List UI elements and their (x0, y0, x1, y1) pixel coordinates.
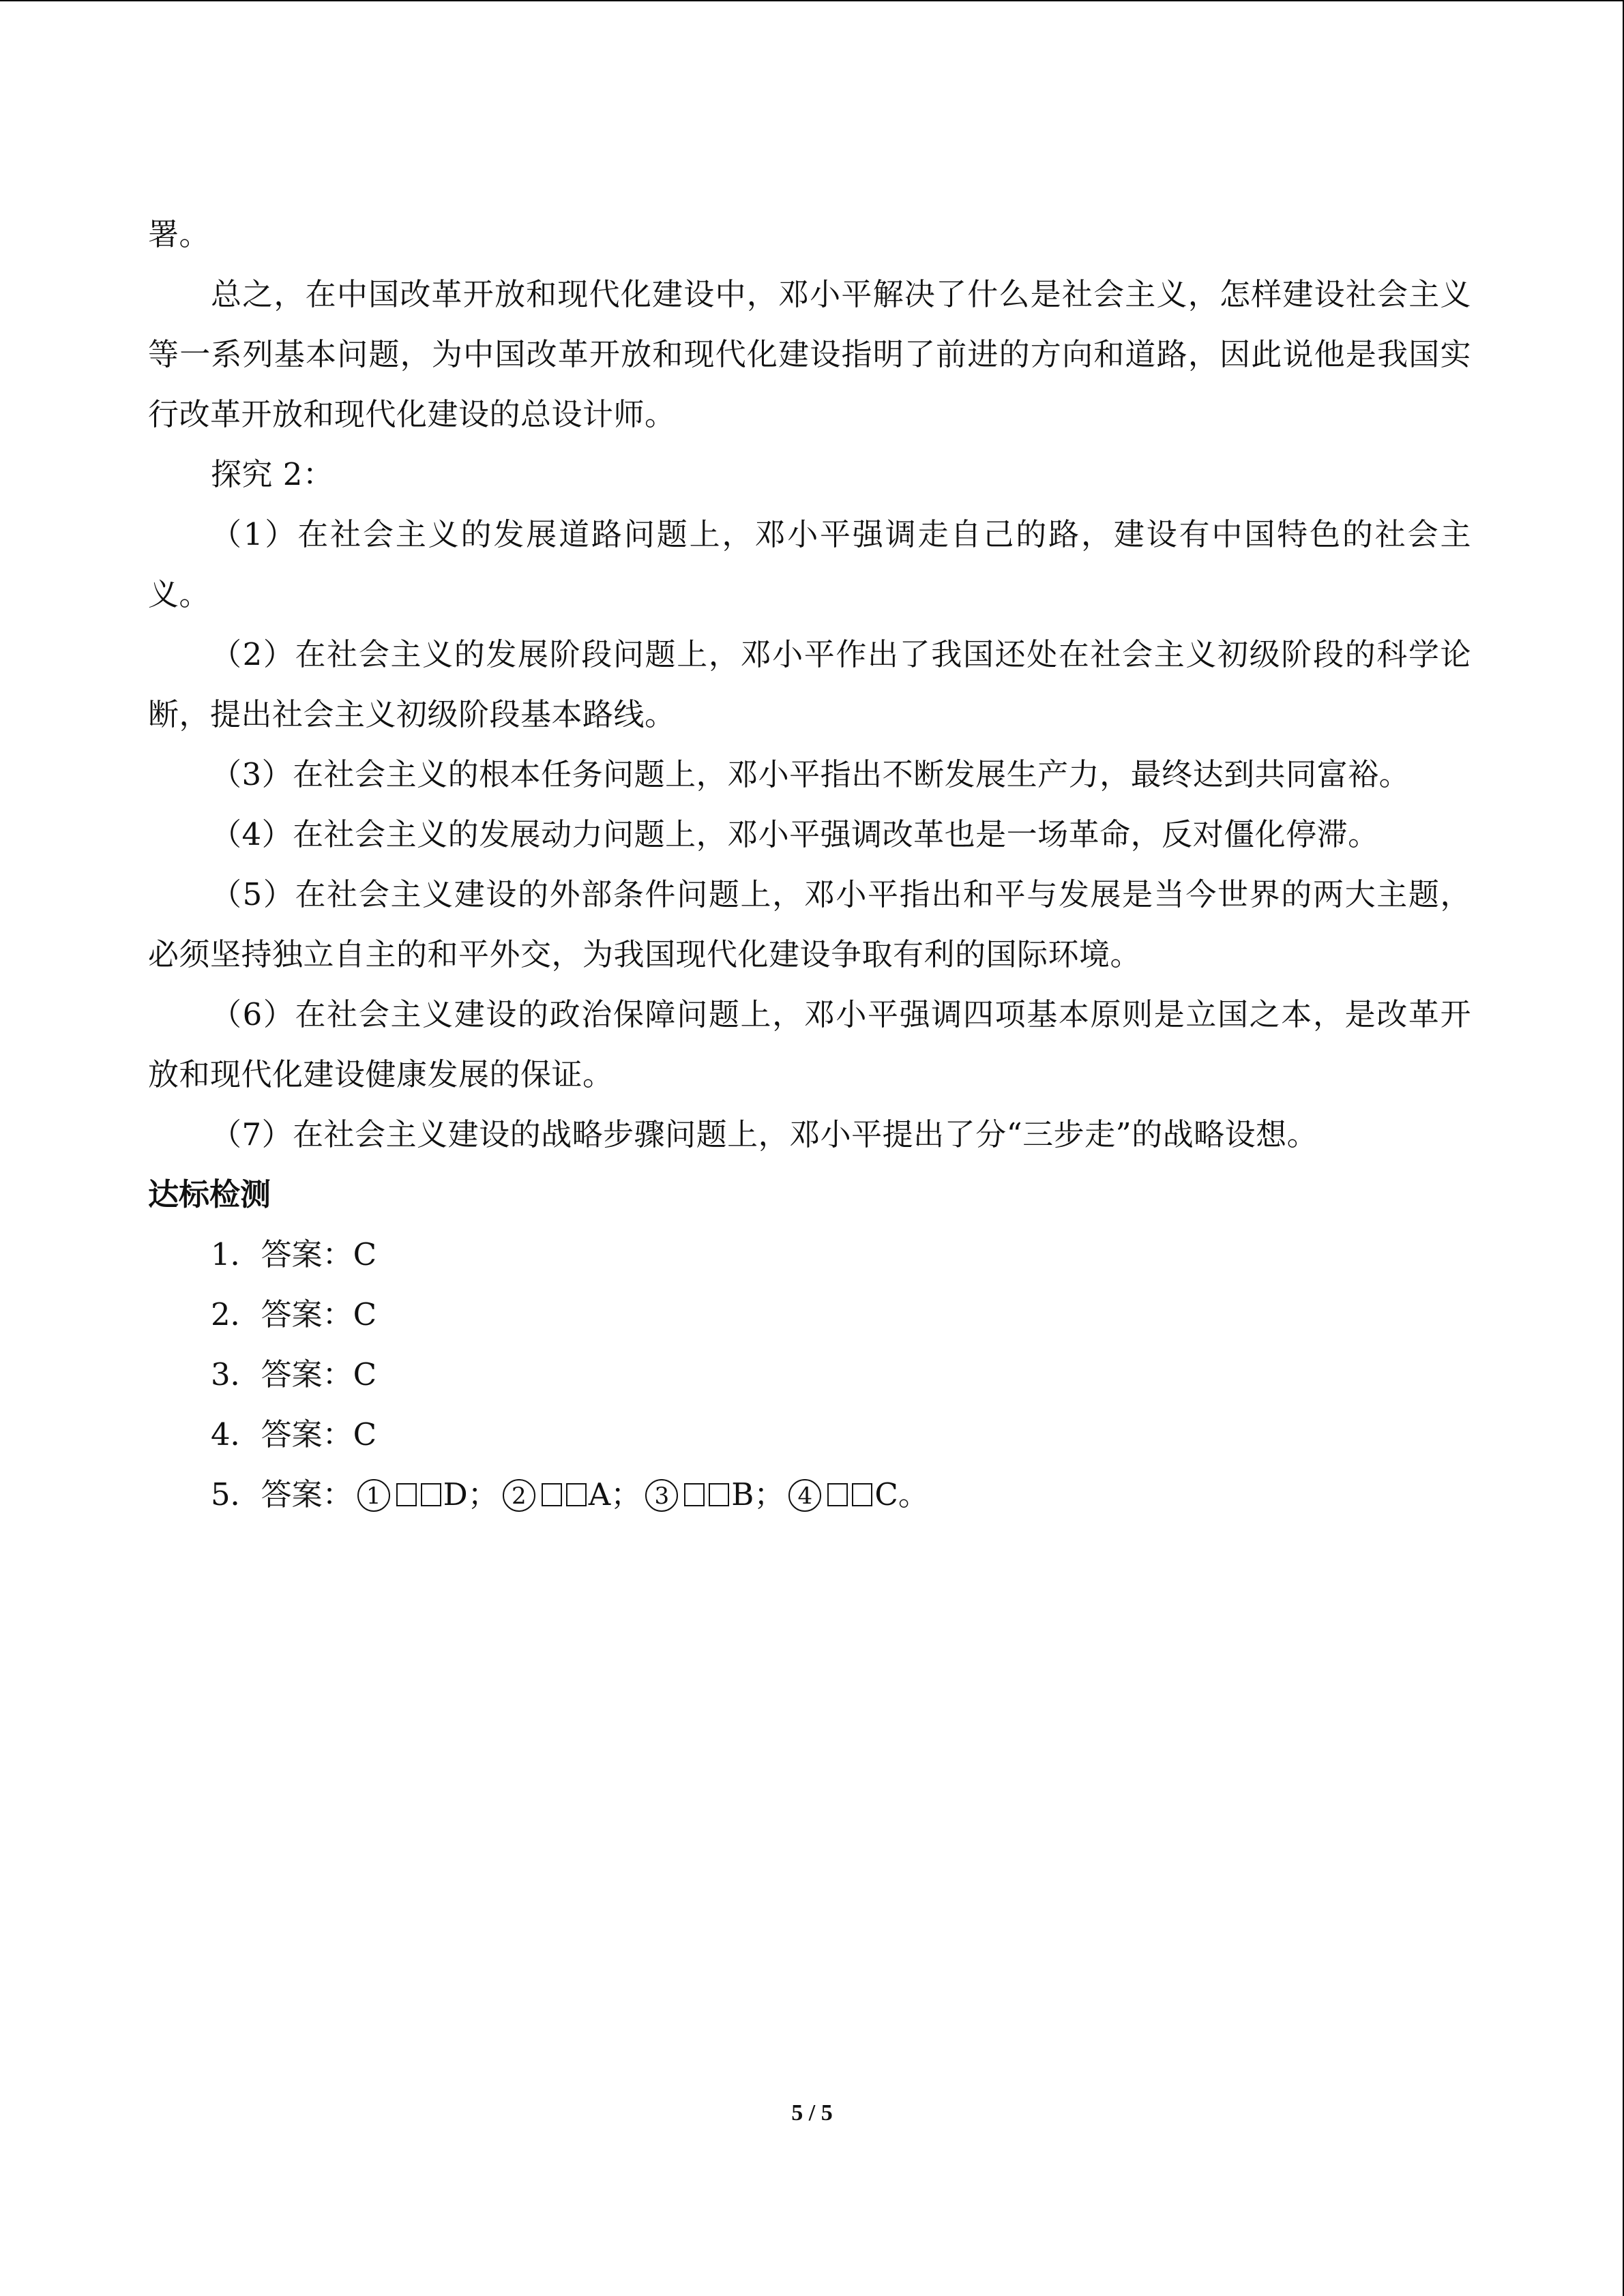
answer-row (148, 1405, 1471, 1465)
paragraph-point-7: （7）在社会主义建设的战略步骤问题上，邓小平提出了分“三步走”的战略设想。 (211, 1116, 1318, 1152)
missing-glyph-box (566, 1483, 587, 1506)
answer-number: 4． (211, 1416, 261, 1452)
answer-separator: ； (467, 1476, 499, 1512)
paragraph-point-3: （3）在社会主义的根本任务问题上，邓小平指出不断发展生产力，最终达到共同富裕。 (211, 756, 1411, 792)
missing-glyph-box (396, 1483, 417, 1506)
answer-separator: ； (754, 1476, 785, 1512)
answer-separator: ； (610, 1476, 642, 1512)
answer-number: 2． (211, 1296, 261, 1332)
answer-letter: D (443, 1476, 468, 1512)
answer-text: 答案：C (261, 1416, 377, 1452)
answer-row (148, 1285, 1471, 1345)
circled-number-3: 3 (645, 1479, 678, 1512)
answer-text: 答案：C (261, 1236, 377, 1272)
missing-glyph-box (421, 1483, 441, 1506)
answer-letter: C (874, 1476, 898, 1512)
answer-row (148, 1345, 1471, 1405)
missing-glyph-box (542, 1483, 562, 1506)
paragraph-continuation: 署。 (148, 216, 211, 252)
missing-glyph-box (827, 1483, 848, 1506)
answer-letter: A (588, 1476, 611, 1512)
circled-number-1: 1 (357, 1479, 390, 1512)
paragraph-point-4: （4）在社会主义的发展动力问题上，邓小平强调改革也是一场革命，反对僵化停滞。 (211, 816, 1379, 852)
page-number: 5 / 5 (791, 2100, 833, 2126)
paragraph-point-2: （2）在社会主义的发展阶段问题上，邓小平作出了我国还处在社会主义初级阶段的科学论断，提出社会主义初级阶段基本路线。 (148, 636, 1471, 732)
section-heading: 达标检测 (148, 1176, 271, 1212)
answer-letter: B (731, 1476, 754, 1512)
circled-number-4: 4 (788, 1479, 821, 1512)
answer-number: 5． (211, 1476, 261, 1512)
document-body (148, 205, 1471, 1525)
answer-prefix: 答案： (261, 1476, 353, 1512)
missing-glyph-box (709, 1483, 729, 1506)
paragraph-point-6: （6）在社会主义建设的政治保障问题上，邓小平强调四项基本原则是立国之本，是改革开放和现代化建设健康发展的保证。 (148, 996, 1471, 1092)
answer-row (148, 1225, 1471, 1285)
answer-text: 答案：C (261, 1356, 377, 1392)
circled-number-2: 2 (503, 1479, 535, 1512)
answer-text: 答案：C (261, 1296, 377, 1332)
paragraph-explore-2: 探究 2： (211, 456, 334, 492)
answer-number: 1． (211, 1236, 261, 1272)
paragraph-point-1: （1）在社会主义的发展道路问题上，邓小平强调走自己的路，建设有中国特色的社会主义。 (148, 516, 1471, 612)
answer-separator: 。 (898, 1476, 929, 1512)
answer-row-5 (148, 1465, 1471, 1525)
page-top-border (0, 0, 1623, 1)
missing-glyph-box (852, 1483, 872, 1506)
paragraph-point-5: （5）在社会主义建设的外部条件问题上，邓小平指出和平与发展是当今世界的两大主题，必须坚持独立自主的和平外交，为我国现代化建设争取有利的国际环境。 (148, 876, 1471, 972)
paragraph-summary: 总之，在中国改革开放和现代化建设中，邓小平解决了什么是社会主义，怎样建设社会主义等一系列基本问题，为中国改革开放和现代化建设指明了前进的方向和道路，因此说他是我国实行改革开放和现代化建设的总设计师。 (148, 276, 1471, 432)
answer-number: 3． (211, 1356, 261, 1392)
missing-glyph-box (684, 1483, 705, 1506)
